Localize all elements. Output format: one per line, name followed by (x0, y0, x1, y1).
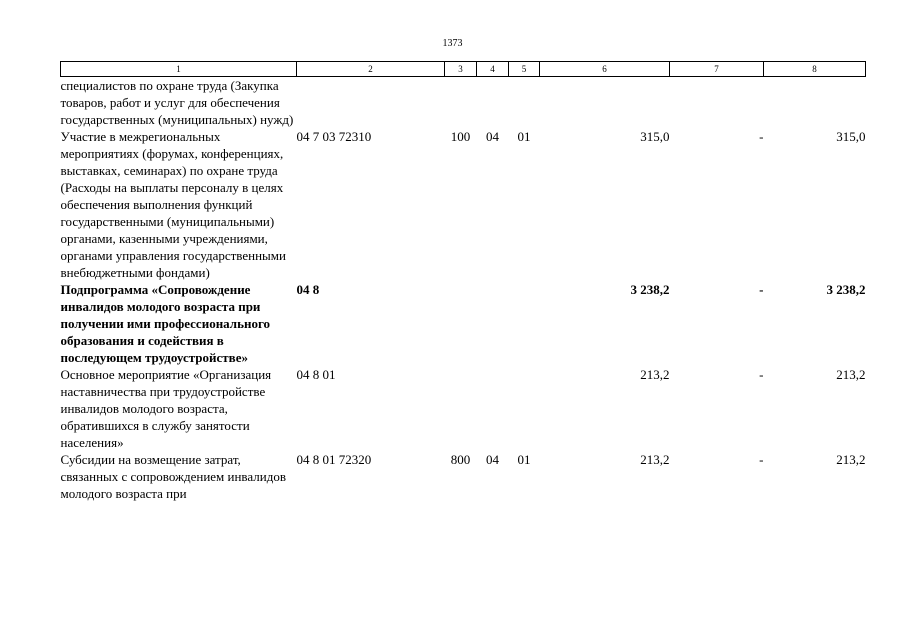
column-header: 2 (297, 62, 445, 77)
row-federal: - (759, 129, 764, 144)
row-section: 04 (486, 452, 499, 467)
row-code: 04 8 01 72320 (296, 452, 372, 467)
row-total (540, 77, 670, 129)
row-code: 04 7 03 72310 (296, 129, 372, 144)
column-header: 6 (540, 62, 670, 77)
row-code: 04 8 (296, 282, 320, 297)
row-regional: 213,2 (836, 452, 866, 467)
row-federal: - (759, 452, 764, 467)
column-header: 7 (670, 62, 764, 77)
row-subsection: 01 (517, 452, 531, 467)
row-code (297, 77, 445, 129)
budget-table (60, 61, 866, 502)
row-section (477, 366, 509, 451)
table-row-subprogram (61, 281, 866, 366)
row-total: 213,2 (640, 367, 670, 382)
row-section (477, 77, 509, 129)
column-header: 8 (764, 62, 866, 77)
header-row (61, 62, 866, 77)
row-section: 04 (486, 129, 499, 144)
row-expense-type: 800 (450, 452, 471, 467)
row-subsection (509, 77, 540, 129)
row-subsection (509, 366, 540, 451)
row-federal: - (759, 367, 764, 382)
row-name: Основное мероприятие «Организация наставничества при трудоустройстве инвалидов молодого возраста, обратившихся в службу занятости населения» (60, 367, 272, 450)
column-header: 4 (477, 62, 509, 77)
row-regional: 213,2 (836, 367, 866, 382)
row-expense-type (445, 366, 477, 451)
table-row (61, 451, 866, 502)
column-header: 1 (61, 62, 297, 77)
table-row (61, 366, 866, 451)
row-total: 213,2 (640, 452, 670, 467)
row-name: специалистов по охране труда (Закупка товаров, работ и услуг для обеспечения государственных (муниципальных) нужд) (60, 78, 294, 127)
row-total: 3 238,2 (630, 282, 670, 297)
row-federal (670, 77, 764, 129)
row-total: 315,0 (640, 129, 670, 144)
table-row (61, 128, 866, 281)
row-regional (764, 77, 866, 129)
row-expense-type (445, 77, 477, 129)
row-expense-type: 100 (450, 129, 471, 144)
row-regional: 315,0 (836, 129, 866, 144)
column-header: 5 (509, 62, 540, 77)
row-name: Подпрограмма «Сопровождение инвалидов молодого возраста при получении ими профессионального образования и содействия в последующем трудоустройстве» (60, 282, 271, 365)
row-section (477, 281, 509, 366)
row-expense-type (445, 281, 477, 366)
row-federal: - (759, 282, 764, 297)
column-header: 3 (445, 62, 477, 77)
row-subsection: 01 (517, 129, 531, 144)
row-regional: 3 238,2 (826, 282, 866, 297)
row-code: 04 8 01 (296, 367, 336, 382)
page-number: 1373 (442, 38, 463, 49)
row-subsection (509, 281, 540, 366)
row-name: Участие в межрегиональных мероприятиях (форумах, конференциях, выставках, семинарах) по охране труда (Расходы на выплаты персоналу в целях обеспечения выполнения функций государственными (муниципальными) органами, казенными учреждениями, органами управления государственными внебюджетными фондами) (60, 129, 286, 280)
row-name: Субсидии на возмещение затрат, связанных с сопровождением инвалидов молодого возраста при (60, 452, 286, 501)
table-row (61, 77, 866, 129)
